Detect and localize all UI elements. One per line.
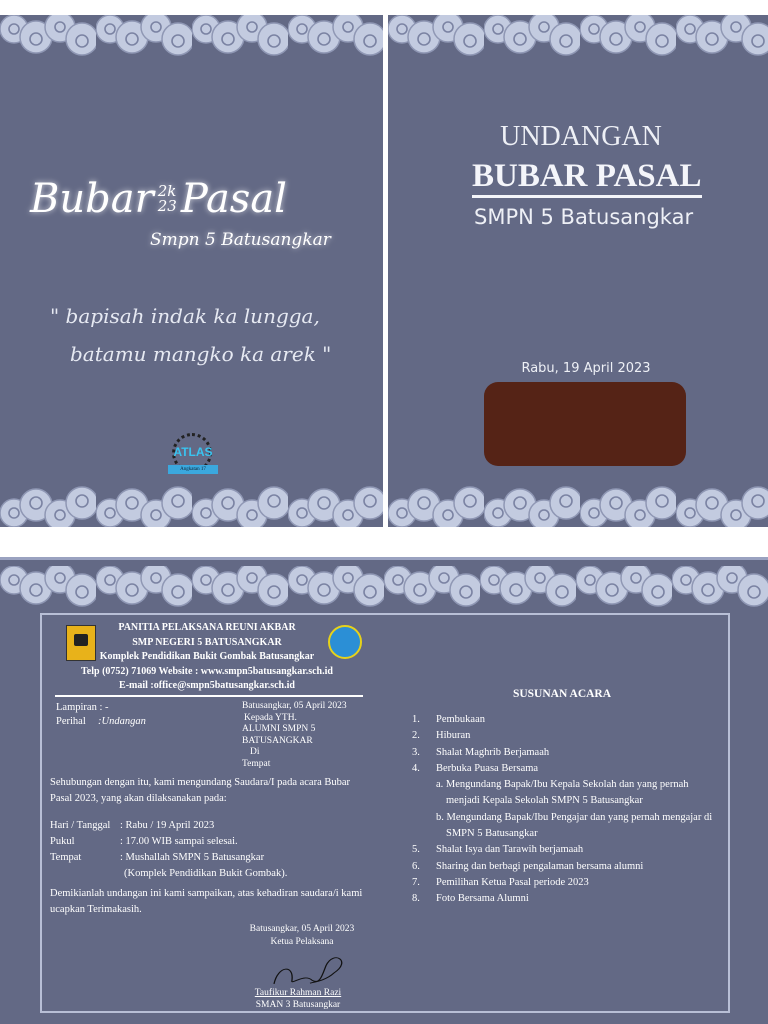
school-name: SMPN 5 Batusangkar	[474, 205, 694, 229]
perihal-label: Perihal	[56, 716, 86, 727]
quote-line-2: batamu mangko ka arek "	[70, 342, 332, 366]
agenda-text: Shalat Isya dan Tarawih berjamaah	[436, 844, 584, 856]
detail-value: : 17.00 WIB sampai selesai.	[120, 836, 238, 847]
invitation-heading: UNDANGAN	[500, 121, 662, 152]
cover-title	[30, 175, 287, 223]
agenda-item	[412, 712, 732, 728]
signer	[238, 987, 358, 1011]
atlas-logo	[168, 433, 218, 483]
year-top: 2k	[157, 182, 177, 200]
cover-title-bubar: Bubar	[30, 176, 154, 222]
agenda-item	[412, 842, 732, 858]
agenda-item	[412, 745, 732, 761]
cloud-border-top	[0, 566, 768, 614]
letter-intro: Sehubungan dengan itu, kami mengundang Saudara/I pada acara Bubar Pasal 2023, yang akan dilaksanakan pada:	[50, 777, 351, 804]
invitation-letter	[40, 613, 730, 1013]
letterhead-line: Telp (0752) 71069 Website : www.smpn5batusangkar.sch.id	[81, 665, 333, 677]
detail-value: : Mushallah SMPN 5 Batusangkar	[120, 852, 265, 863]
agenda-text: Foto Bersama Alumni	[436, 893, 529, 905]
agenda-num: 8.	[412, 893, 420, 905]
agenda-item	[412, 875, 732, 891]
letterhead-divider	[55, 695, 363, 697]
agenda-num: 4.	[412, 762, 420, 774]
agenda-text: Shalat Maghrib Berjamaah	[436, 746, 550, 758]
signature-block	[242, 923, 362, 949]
kepada: Kepada YTH.	[244, 712, 297, 723]
detail-row	[50, 850, 287, 866]
atlas-logo-text: ATLAS	[173, 445, 213, 459]
letter-date: Batusangkar, 05 April 2023	[242, 701, 347, 711]
photo-placeholder-box	[484, 382, 686, 466]
agenda-num: 3.	[412, 746, 420, 758]
agenda-text: Pembukaan	[436, 714, 485, 725]
event-date: Rabu, 19 April 2023	[521, 361, 651, 376]
agenda-title: SUSUNAN ACARA	[512, 688, 612, 700]
detail-label: Pukul	[50, 836, 75, 847]
letterhead-line: SMP NEGERI 5 BATUSANGKAR	[132, 636, 282, 648]
agenda-item	[412, 859, 732, 875]
agenda-text: Pemilihan Ketua Pasal periode 2023	[436, 876, 589, 888]
agenda-num: 1.	[412, 714, 420, 725]
recipient-line: BATUSANGKAR	[242, 735, 313, 746]
sign-role: Ketua Pelaksana	[270, 937, 334, 947]
agenda-text: Berbuka Puasa Bersama	[436, 762, 539, 774]
agenda-list	[412, 712, 732, 908]
atlas-logo-ribbon: Angkatan 17	[168, 465, 218, 474]
cloud-border-bottom	[388, 479, 768, 527]
agenda-item	[412, 891, 732, 907]
detail-value: : Rabu / 19 April 2023	[120, 820, 215, 831]
cloud-border-top	[388, 15, 768, 63]
agenda-item	[412, 728, 732, 744]
cover-left-panel	[0, 15, 383, 527]
letter-closing: Demikianlah undangan ini kami sampaikan, atas kehadiran saudara/i kami ucapkan Terimakasih.	[50, 888, 363, 915]
agenda-num: 5.	[412, 844, 420, 856]
cloud-border-bottom	[0, 479, 383, 527]
detail-row	[50, 818, 287, 834]
di: Di	[250, 747, 260, 757]
location-note: (Komplek Pendidikan Bukit Gombak).	[124, 868, 288, 879]
agenda-item	[412, 761, 732, 777]
signer-school: SMAN 3 Batusangkar	[255, 1000, 341, 1010]
event-details	[50, 818, 287, 882]
tempat: Tempat	[242, 758, 271, 769]
detail-label: Tempat	[50, 852, 82, 863]
recipient-block	[242, 701, 347, 770]
letterhead-line: Komplek Pendidikan Bukit Gombak Batusangkar	[99, 651, 315, 662]
lampiran: Lampiran : -	[56, 702, 109, 713]
letterhead-line: E-mail :office@smpn5batusangkar.sch.id	[119, 680, 295, 691]
detail-row	[50, 834, 287, 850]
signer-name: Taufikur Rahman Razi	[254, 988, 342, 998]
letterhead	[42, 621, 372, 694]
cover-title-pasal: Pasal	[180, 176, 287, 222]
cover-year	[158, 184, 177, 214]
agenda-text: Hiburan	[436, 730, 471, 742]
letterhead-line: PANITIA PELAKSANA REUNI AKBAR	[118, 622, 296, 633]
quote-line-1: " bapisah indak ka lungga,	[50, 304, 320, 328]
perihal-value: :Undangan	[98, 716, 146, 727]
agenda-text: Sharing dan berbagi pengalaman bersama alumni	[436, 860, 644, 872]
agenda-num: 7.	[412, 876, 420, 888]
signature-image	[264, 951, 344, 989]
cover-subtitle: Smpn 5 Batusangkar	[150, 230, 331, 250]
year-bottom: 23	[157, 197, 177, 215]
sign-date: Batusangkar, 05 April 2023	[249, 924, 355, 934]
cover-right-panel	[388, 15, 768, 527]
detail-label: Hari / Tanggal	[50, 820, 111, 831]
cloud-border-top	[0, 15, 383, 63]
agenda-subitem: a. Mengundang Bapak/Ibu Kepala Sekolah dan yang pernah menjadi Kepala Sekolah SMPN 5 Batusangkar	[436, 779, 689, 807]
event-title: BUBAR PASAL	[472, 157, 702, 198]
agenda-num: 2.	[412, 730, 420, 742]
agenda-subitem: b. Mengundang Bapak/Ibu Pengajar dan yang pernah mengajar di SMPN 5 Batusangkar	[436, 811, 713, 840]
recipient-line: ALUMNI SMPN 5	[242, 724, 316, 734]
agenda-num: 6.	[412, 860, 420, 872]
